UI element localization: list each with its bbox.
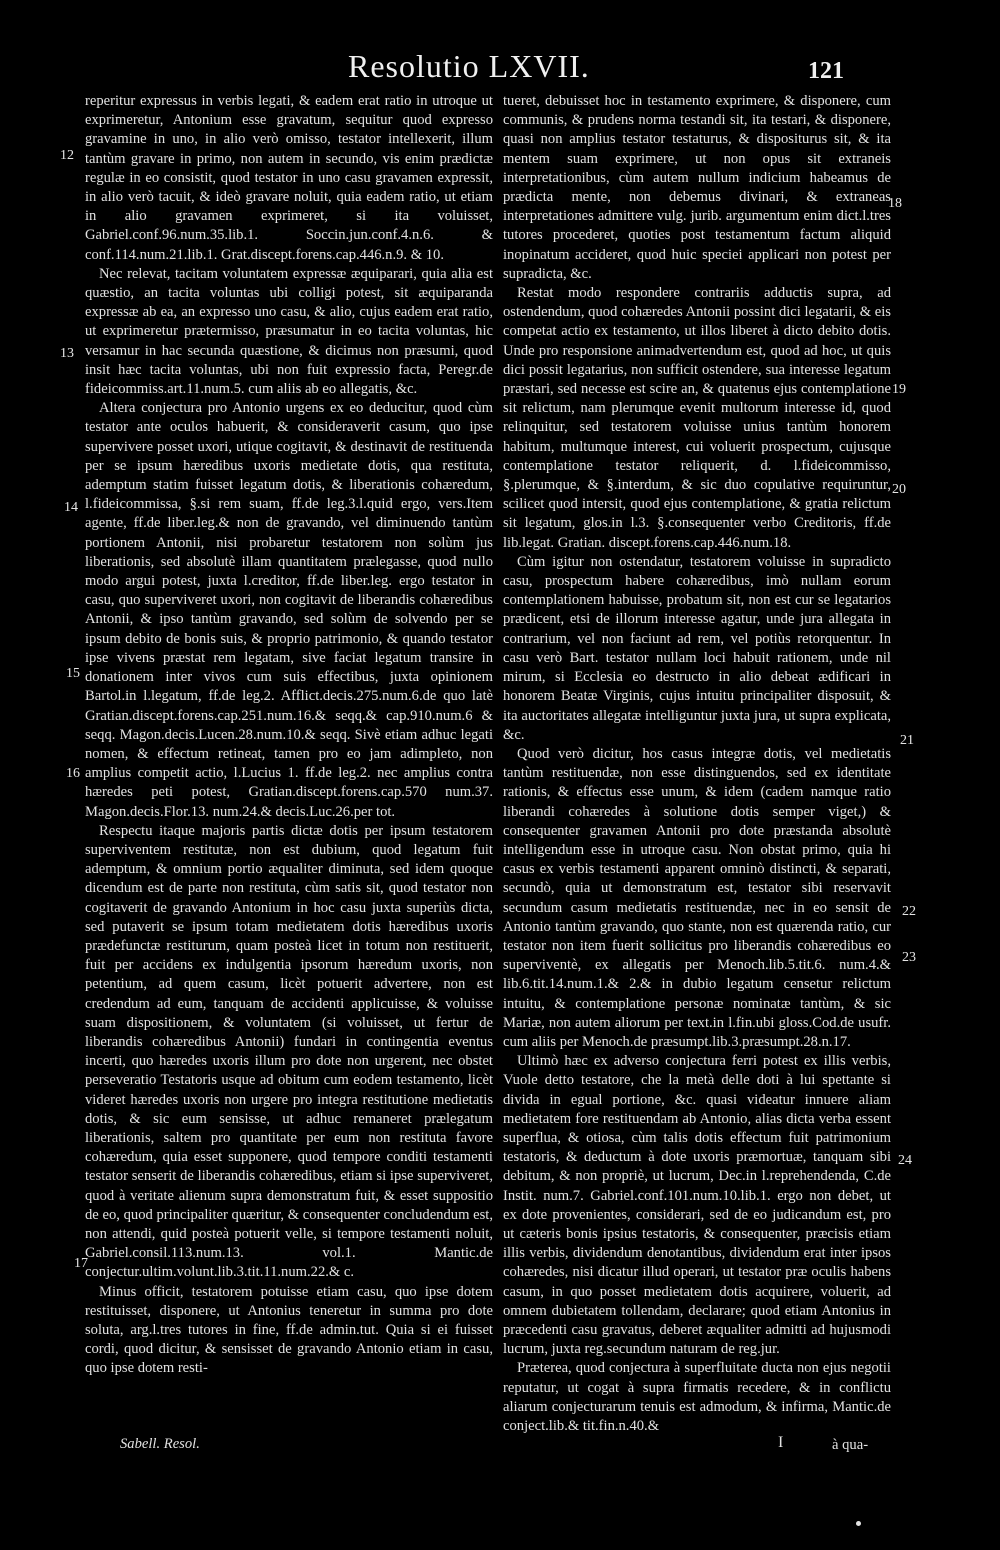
paragraph: reperitur expressus in verbis legati, & eadem erat ratio in utroque ut exprimeretur, Antonium esse gravatum, sequitur quod expresso gravamine in uno, in alio verò omisso, testator intellexerit, illum tantùm gravare in primo, non autem in secundo, vis enim prædictæ regulæ in eo consistit, quod testator in uno casu gravamen expressit, in alio verò tacuit, & ideò gravare noluit, quia eadem ratio, ut etiam in alio gravamen exprimeret, si ita voluisset, Gabriel.conf.96.num.35.lib.1. Soccin.jun.conf.4.n.6. & conf.114.num.21.lib.1. Grat.discept.forens.cap.446.n.9. & 10. [85, 93, 493, 263]
margin-number: 17 [74, 1256, 88, 1271]
margin-number: 23 [902, 950, 916, 965]
ink-dot [856, 1521, 861, 1526]
margin-number: 24 [898, 1153, 912, 1168]
margin-number: 21 [900, 733, 914, 748]
paragraph: Præterea, quod conjectura à superfluitate ducta non ejus negotii reputatur, ut cogat à supra firmatis recedere, & in conflictu aliarum conjecturarum tenuis est admodum, & infirma, Mantic.de conject.lib.& tit.fin.n.40.& [503, 1360, 891, 1435]
running-title: Resolutio LXVII. [348, 48, 590, 84]
margin-number: 18 [888, 196, 902, 211]
page-number: 121 [808, 58, 844, 84]
margin-number: 14 [64, 500, 78, 515]
margin-number: 13 [60, 346, 74, 361]
margin-number: 22 [902, 904, 916, 919]
left-column [85, 92, 493, 1379]
margin-number: 19 [892, 382, 906, 397]
paragraph: Cùm igitur non ostendatur, testatorem voluisse in supradicto casu, prospectum habere cohæredibus, imò nullam eorum contemplationem habuisse, probatum sit, non est cur se legatarios prædicent, etsi de illorum interesse agatur, unde jura allegata in contrarium, vel non faciunt ad rem, vel potiùs retorquentur. In casu verò Bart. testator nullam loci habuit rationem, unde nil mirum, si Ecclesia eo destructo in alio debeat ædificari in honorem Beatæ Virginis, cujus intuitu principaliter disposuit, & ita auctoritates allegatæ intelliguntur juxta jura, ut supra explicata, &c. [503, 553, 891, 743]
catchword: à qua- [832, 1437, 869, 1453]
signature-mark: I [778, 1434, 784, 1451]
paragraph: Minus officit, testatorem potuisse etiam casu, quo ipse dotem restituisset, disponere, ut Antonius teneretur in summa pro dote soluta, arg.l.tres tutores in fine, ff.de admin.tut. Quia si ei fuisset cordi, quod dicitur, & sensisset de gravando Antonio etiam in casu, quo ipse dotem resti- [85, 1283, 493, 1377]
paragraph: Ultimò hæc ex adverso conjectura ferri potest ex illis verbis, Vuole detto testatore, che la metà delle doti à lui spettante si divida in egual portione, &c. quasi videatur innuere aliam medietatem fore restituendam ab Antonio, alias dicta verba essent superflua, & otiosa, cùm talis dotis effectum fuit patrimonium testatoris, & deductum à dote uxoris præmortuæ, tanquam sibi debitum, & non propriè, ut lucrum, Dec.in l.reprehendenda, C.de Instit. num.7. Gabriel.conf.101.num.10.lib.1. ergo non debet, ut ex dote provenientes, considerari, sed de eo judicandum est, pro ut cæteris bonis ipsius testatoris, & consequenter, præcisis etiam illis verbis, dividendum denotantibus, dividendum erat inter ipsos cohæredes, nisi dicatur illud operari, ut testator præ oculis habens casum, in quo posset medietatem dotis acquirere, voluerit, ad omnem dubietatem tollendam, declarare; quod etiam Antonius in præcedenti casu gravatus, deberet æqualiter admitti ad hujusmodi lucrum, juxta reg.secundum naturam de reg.jur. [503, 1053, 891, 1358]
paragraph: Altera conjectura pro Antonio urgens ex eo deducitur, quod cùm testator ante oculos habuerit, & consideraverit casum, quo ipse supervivere posset uxori, utique cogitavit, & destinavit de restituenda per se ipsum hæredibus uxoris medietate dotis, qua restituta, ademptum statim fuisset legatum dotis, & liberationis cohæredum, l.fideicommissa, §.si rem suam, ff.de leg.3.l.quid ergo, vers.Item agente, ff.de liber.leg.& non de gravando, vel diminuendo tantùm portionem Antonii, nisi probaretur testatorem non solùm jus liberationis, sed absolutè illam quantitatem prælegasse, quod nullo modo argui potest, juxta l.creditor, ff.de liber.leg. ergo testator in casu, quo superviveret uxori, non cogitavit de liberandis cohæredibus Antonii, & ipso tantùm gravando, sed solùm de solvendo per se ipsum debito de bonis suis, & proprio patrimonio, & quando testator ipse vivens præstat rem legatam, sive faciat legatum transire in donationem inter vivos cum suis effectibus, juxta opinionem Bartol.in l.legatum, ff.de leg.2. Afflict.decis.275.num.6.de quo latè Gratian.discept.forens.cap.251.num.16.& seqq.& cap.910.num.6 & seqq. Magon.decis.Lucen.28.num.10.& seqq. Sivè etiam adhuc legati nomen, & effectum retineat, tamen pro eo jam adimpleto, non amplius competit actio, l.Lucius 1. ff.de leg.2. nec amplius contra hæredes peti potest, Gratian.discept.forens.cap.570 num.37. Magon.decis.Flor.13. num.24.& decis.Luc.26.per tot. [85, 400, 493, 820]
right-column [503, 92, 891, 1436]
page-header [0, 48, 1000, 88]
margin-number: 20 [892, 482, 906, 497]
paragraph: tueret, debuisset hoc in testamento exprimere, & disponere, cum communis, & prudens norma testandi sit, ita testari, & disponere, quasi non amplius testator testaturus, & dispositurus sit, & ita mentem suam exprimere, ut non opus sit extraneis interpretationibus, cùm autem nullum indicium habeamus de prædicta mente, non debemus divinari, & extraneas interpretationes admittere vulg. jurib. argumentum enim dict.l.tres tutores procederet, quoties post testamentum factum aliquid inopinatum accideret, quod huic speciei applicari non potest per supradicta, &c. [503, 93, 891, 282]
paragraph: Restat modo respondere contrariis adductis supra, ad ostendendum, quod cohæredes Antonii possint dici legatarii, & eis competat actio ex testamento, ut illos liberet à dicto debito dotis. Unde pro responsione animadvertendum est, quod ad hoc, ut quis dici possit legatarius, non sufficit ostendere, sua interesse legatum præstari, sed necesse est scire an, & quatenus ejus contemplatione sit relictum, nam plerumque evenit multorum interesse id, quod relinquitur, sed testatorem voluisse unius tantùm honorem habitum, multumque interest, cui voluerit prospectum, cujusque contemplatione testator reliquerit, d. l.fideicommisso, §.plerumque, & §.interdum, & sic duo copulative requiruntur, scilicet quod intersit, quod ejus contemplatione, & gratia relictum sit legatum, glos.in l.3. §.consequenter verbo Creditoris, ff.de lib.legat. Gratian. discept.forens.cap.446.num.18. [503, 285, 891, 551]
margin-number: 12 [60, 148, 74, 163]
paragraph: Quod verò dicitur, hos casus integræ dotis, vel medietatis tantùm restituendæ, non esse distinguendos, sed ex identitate rationis, & effectus esse unum, & idem (cadem namque ratio liberandi cohæredes à solutione dotis semper viget,) & consequenter gravamen Antonii pro dote præstanda absolutè intelligendum esse in utroque casu. Non obstat primo, quia hi casus ex verbis testamenti apparent omninò distincti, & separati, secundò, quia ut demonstratum est, testator sibi reservavit secundum casum medietatis restituendæ, nec in eo sensit de Antonio tantùm gravando, quo stante, non est quærenda ratio, cur testator non item fuerit sollicitus pro liberandis cohæredibus eo superviventè, ex allegatis per Menoch.lib.5.tit.6. num.4.& lib.6.tit.14.num.1.& 2.& in dubio legatum censetur relictum intuitu, & contemplatione personæ nominatæ tantùm, & sic Mariæ, non autem aliorum per text.in l.fin.ubi gloss.Cod.de usufr. cum aliis per Menoch.de præsumpt.lib.3.præsumpt.28.n.17. [503, 745, 891, 1050]
paragraph: Respectu itaque majoris partis dictæ dotis per ipsum testatorem superviventem restitutæ, non est dubium, quod legatum fuit ademptum, & omnium portio æqualiter diminuta, sed idem quoque dicendum est de parte non restituta, cùm satis sit, quod testator non cogitaverit de gravando Antonium in hoc casu juxta superiùs dicta, sed putaverit se ipsum totam medietatem dotis hæredibus uxoris prædefunctæ restiturum, quam posteà licet in totum non restituerit, fuit per accidens ex indulgentia ipsorum hæredum uxoris, non petentium, ad quem casum, licèt potuerit advertere, non est credendum ad eum, tanquam de accidenti applicuisse, & voluisse suam dispositionem, & voluntatem (si voluisset, ut fertur de liberandis cohæredibus Antonii) fundari in contingentia eventus incerti, quo hæredes uxoris illum pro dote non urgerent, nec obstet perseveratio Testatoris usque ad obitum cum eodem testamento, licèt videret hæredes uxoris non urgere pro integra restitutione medietatis dotis, & sic eum sensisse, ut adhuc remaneret prælegatum liberationis, saltem pro quantitate per eum non restituta favore cohæredum, quia esset supponere, quod tempore conditi testamenti testator senserit de liberandis cohæredibus, etiam si ipse superviveret, quod à veritate alienum supra demonstratum fuit, & esset suppositio de eo, quod principaliter quæritur, & consequenter concludendum est, non attendi, quid posteà potuerit velle, si tempore testamenti noluit, Gabriel.consil.113.num.13. vol.1. Mantic.de conjectur.ultim.volunt.lib.3.tit.11.num.22.& c. [85, 822, 493, 1281]
margin-number: 15 [66, 666, 80, 681]
margin-number: 16 [66, 766, 80, 781]
paragraph: Nec relevat, tacitam voluntatem expressæ æquiparari, quia alia est quæstio, an tacita voluntas ubi colligi potest, sit æquiparanda expressæ ab ea, an expresso uno casu, & alio, cujus eadem erat ratio, ut exprimeretur prætermisso, præsumatur in eo tacita voluntas, hic versamur in hac secunda quæstione, & dicimus non præsumi, quod insit hæc tacita voluntas, ubi non fuit expressio facta, Peregr.de fideicommiss.art.11.num.5. cum aliis ab eo allegatis, &c. [85, 265, 493, 398]
signature-line: Sabell. Resol. [120, 1436, 200, 1452]
